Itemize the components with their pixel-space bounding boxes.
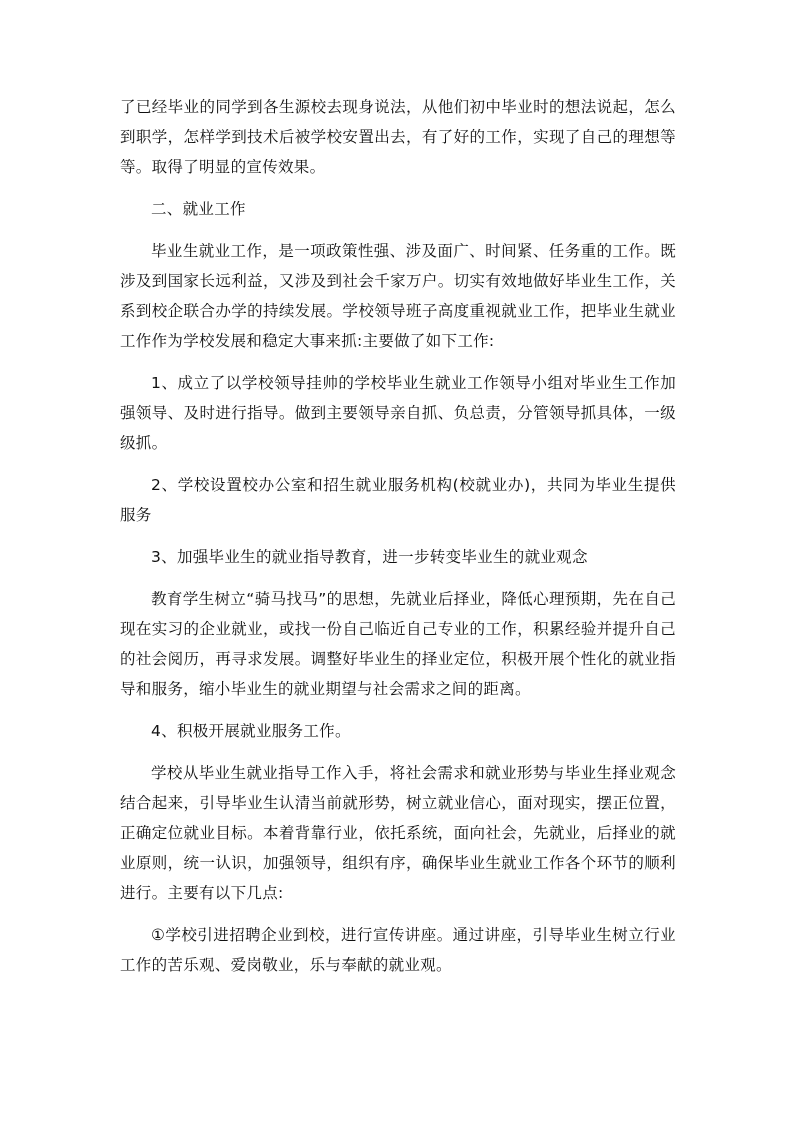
section-heading-employment: 二、就业工作 bbox=[151, 200, 246, 218]
list-item-1: 1、成立了以学校领导挂帅的学校毕业生就业工作领导小组对毕业生工作加强领导、及时进行指导。做到主要领导亲自抓、负总责，分管领导抓具体，一级级抓。 bbox=[120, 374, 676, 452]
paragraph-employment-intro: 毕业生就业工作，是一项政策性强、涉及面广、时间紧、任务重的工作。既涉及到国家长远利益，又涉及到社会千家万户。切实有效地做好毕业生工作，关系到校企联合办学的持续发展。学校领导班子高度重视就业工作，把毕业生就业工作作为学校发展和稳定大事来抓:主要做了如下工作: bbox=[120, 242, 676, 350]
sub-item-1: ①学校引进招聘企业到校，进行宣传讲座。通过讲座，引导毕业生树立行业工作的苦乐观、爱岗敬业，乐与奉献的就业观。 bbox=[120, 926, 676, 974]
paragraph-guidance: 教育学生树立“骑马找马”的思想，先就业后择业，降低心理预期，先在自己现在实习的企业就业，或找一份自己临近自己专业的工作，积累经验并提升自己的社会阅历，再寻求发展。调整好毕业生的择业定位，积极开展个性化的就业指导和服务，缩小毕业生的就业期望与社会需求之间的距离。 bbox=[120, 590, 676, 698]
list-item-4: 4、积极开展就业服务工作。 bbox=[151, 722, 351, 740]
paragraph-services: 学校从毕业生就业指导工作入手，将社会需求和就业形势与毕业生择业观念结合起来，引导毕业生认清当前就形势，树立就业信心，面对现实，摆正位置，正确定位就业目标。本着背靠行业，依托系统，面向社会，先就业，后择业的就业原则，统一认识，加强领导，组织有序，确保毕业生就业工作各个环节的顺利进行。主要有以下几点: bbox=[120, 764, 676, 902]
list-item-3: 3、加强毕业生的就业指导教育，进一步转变毕业生的就业观念 bbox=[151, 548, 588, 566]
paragraph-continuation: 了已经毕业的同学到各生源校去现身说法，从他们初中毕业时的想法说起，怎么到职学，怎样学到技术后被学校安置出去，有了好的工作，实现了自己的理想等等。取得了明显的宣传效果。 bbox=[120, 98, 676, 176]
list-item-2: 2、学校设置校办公室和招生就业服务机构(校就业办)，共同为毕业生提供服务 bbox=[120, 476, 676, 524]
document-body bbox=[120, 92, 676, 992]
